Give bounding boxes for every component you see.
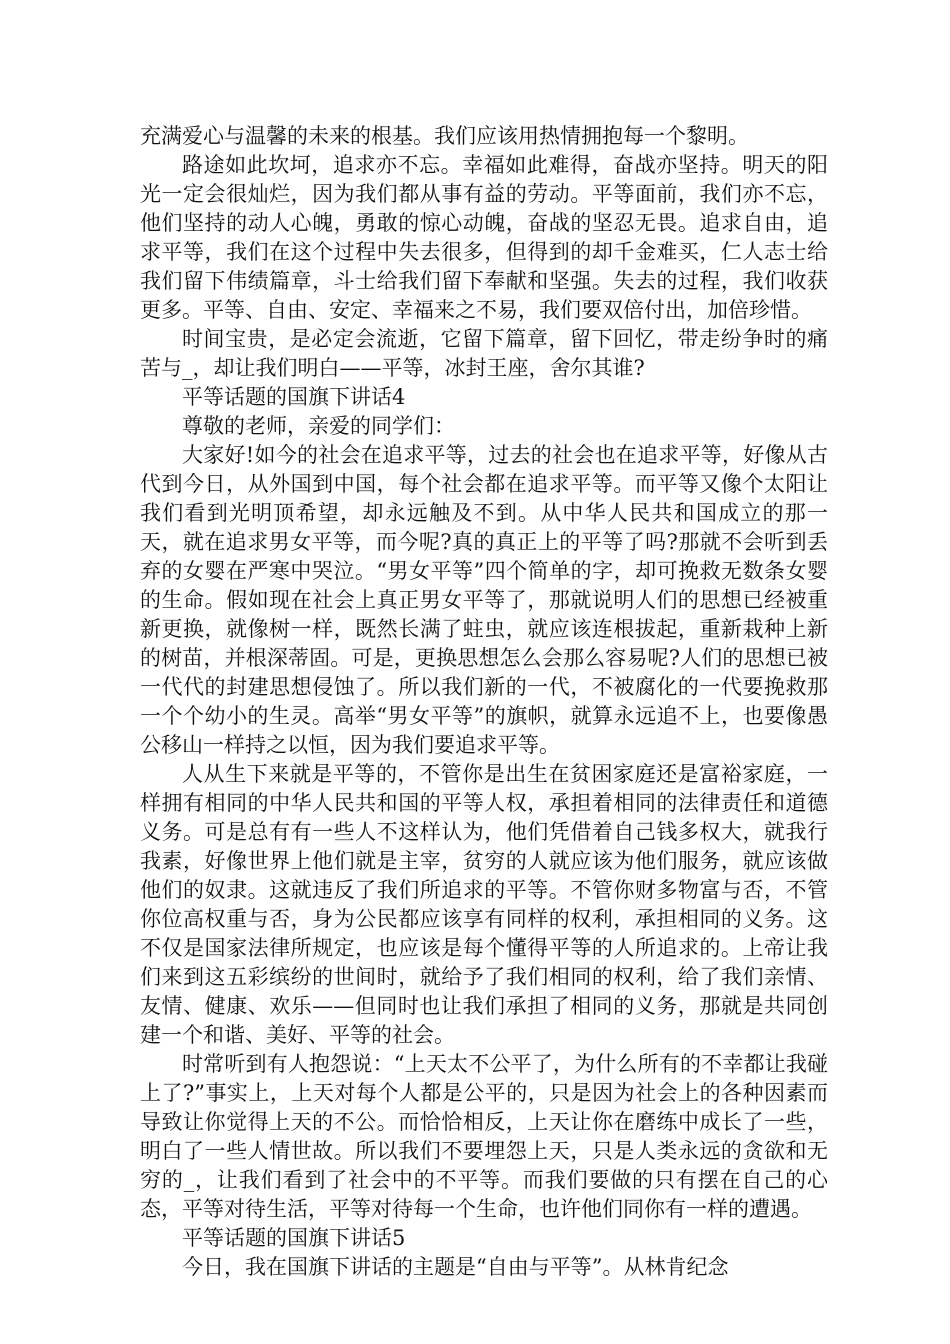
paragraph-3: 时间宝贵，是必定会流逝，它留下篇章，留下回忆，带走纷争时的痛苦与_，却让我们明白——平等，冰封王座，舍尔其谁? xyxy=(140,327,828,380)
salutation: 尊敬的老师，亲爱的同学们： xyxy=(182,414,455,438)
paragraph-2: 路途如此坎坷，追求亦不忘。幸福如此难得，奋战亦坚持。明天的阳光一定会很灿烂，因为我们都从事有益的劳动。平等面前，我们亦不忘，他们坚持的动人心魄，勇敢的惊心动魄，奋战的坚忍无畏。追求自由，追求平等，我们在这个过程中失去很多，但得到的却千金难买，仁人志士给我们留下伟绩篇章，斗士给我们留下奉献和坚强。失去的过程，我们收获更多。平等、自由、安定、幸福来之不易，我们要双倍付出，加倍珍惜。 xyxy=(140,153,828,322)
paragraph-10: 今日，我在国旗下讲话的主题是“自由与平等”。从林肯纪念 xyxy=(182,1255,729,1279)
paragraph-1: 充满爱心与温馨的未来的根基。我们应该用热情拥抱每一个黎明。 xyxy=(140,124,749,148)
paragraph-8: 时常听到有人抱怨说：“上天太不公平了，为什么所有的不幸都让我碰上了?”事实上，上天对每个人都是公平的，只是因为社会上的各种因素而导致让你觉得上天的不公。而恰恰相反，上天让你在磨练中成长了一些，明白了一些人情世故。所以我们不要埋怨上天，只是人类永远的贪欲和无穷的_，让我们看到了社会中的不平等。而我们要做的只有摆在自己的心态，平等对待生活，平等对待每一个生命，也许他们同你有一样的遭遇。 xyxy=(140,1052,828,1221)
section-heading-5: 平等话题的国旗下讲话5 xyxy=(182,1226,406,1250)
section-heading-4: 平等话题的国旗下讲话4 xyxy=(182,385,406,409)
paragraph-7: 人从生下来就是平等的，不管你是出生在贫困家庭还是富裕家庭，一样拥有相同的中华人民共和国的平等人权，承担着相同的法律责任和道德义务。可是总有有一些人不这样认为，他们凭借着自己钱多权大，就我行我素，好像世界上他们就是主宰，贫穷的人就应该为他们服务，就应该做他们的奴隶。这就违反了我们所追求的平等。不管你财多物富与否，不管你位高权重与否，身为公民都应该享有同样的权利，承担相同的义务。这不仅是国家法律所规定，也应该是每个懂得平等的人所追求的。上帝让我们来到这五彩缤纷的世间时，就给予了我们相同的权利，给了我们亲情、友情、健康、欢乐——但同时也让我们承担了相同的义务，那就是共同创建一个和谐、美好、平等的社会。 xyxy=(140,762,828,1047)
document-body xyxy=(140,122,828,1282)
paragraph-6: 大家好!如今的社会在追求平等，过去的社会也在追求平等，好像从古代到今日，从外国到中国，每个社会都在追求平等。而平等又像个太阳让我们看到光明顶希望，却永远触及不到。从中华人民共和国成立的那一天，就在追求男女平等，而今呢?真的真正上的平等了吗?那就不会听到丢弃的女婴在严寒中哭泣。“男女平等”四个简单的字，却可挽救无数条女婴的生命。假如现在社会上真正男女平等了，那就说明人们的思想已经被重新更换，就像树一样，既然长满了蛀虫，就应该连根拔起，重新栽种上新的树苗，并根深蒂固。可是，更换思想怎么会那么容易呢?人们的思想已被一代代的封建思想侵蚀了。所以我们新的一代，不被腐化的一代要挽救那一个个幼小的生灵。高举“男女平等”的旗帜，就算永远追不上，也要像愚公移山一样持之以恒，因为我们要追求平等。 xyxy=(140,443,828,757)
